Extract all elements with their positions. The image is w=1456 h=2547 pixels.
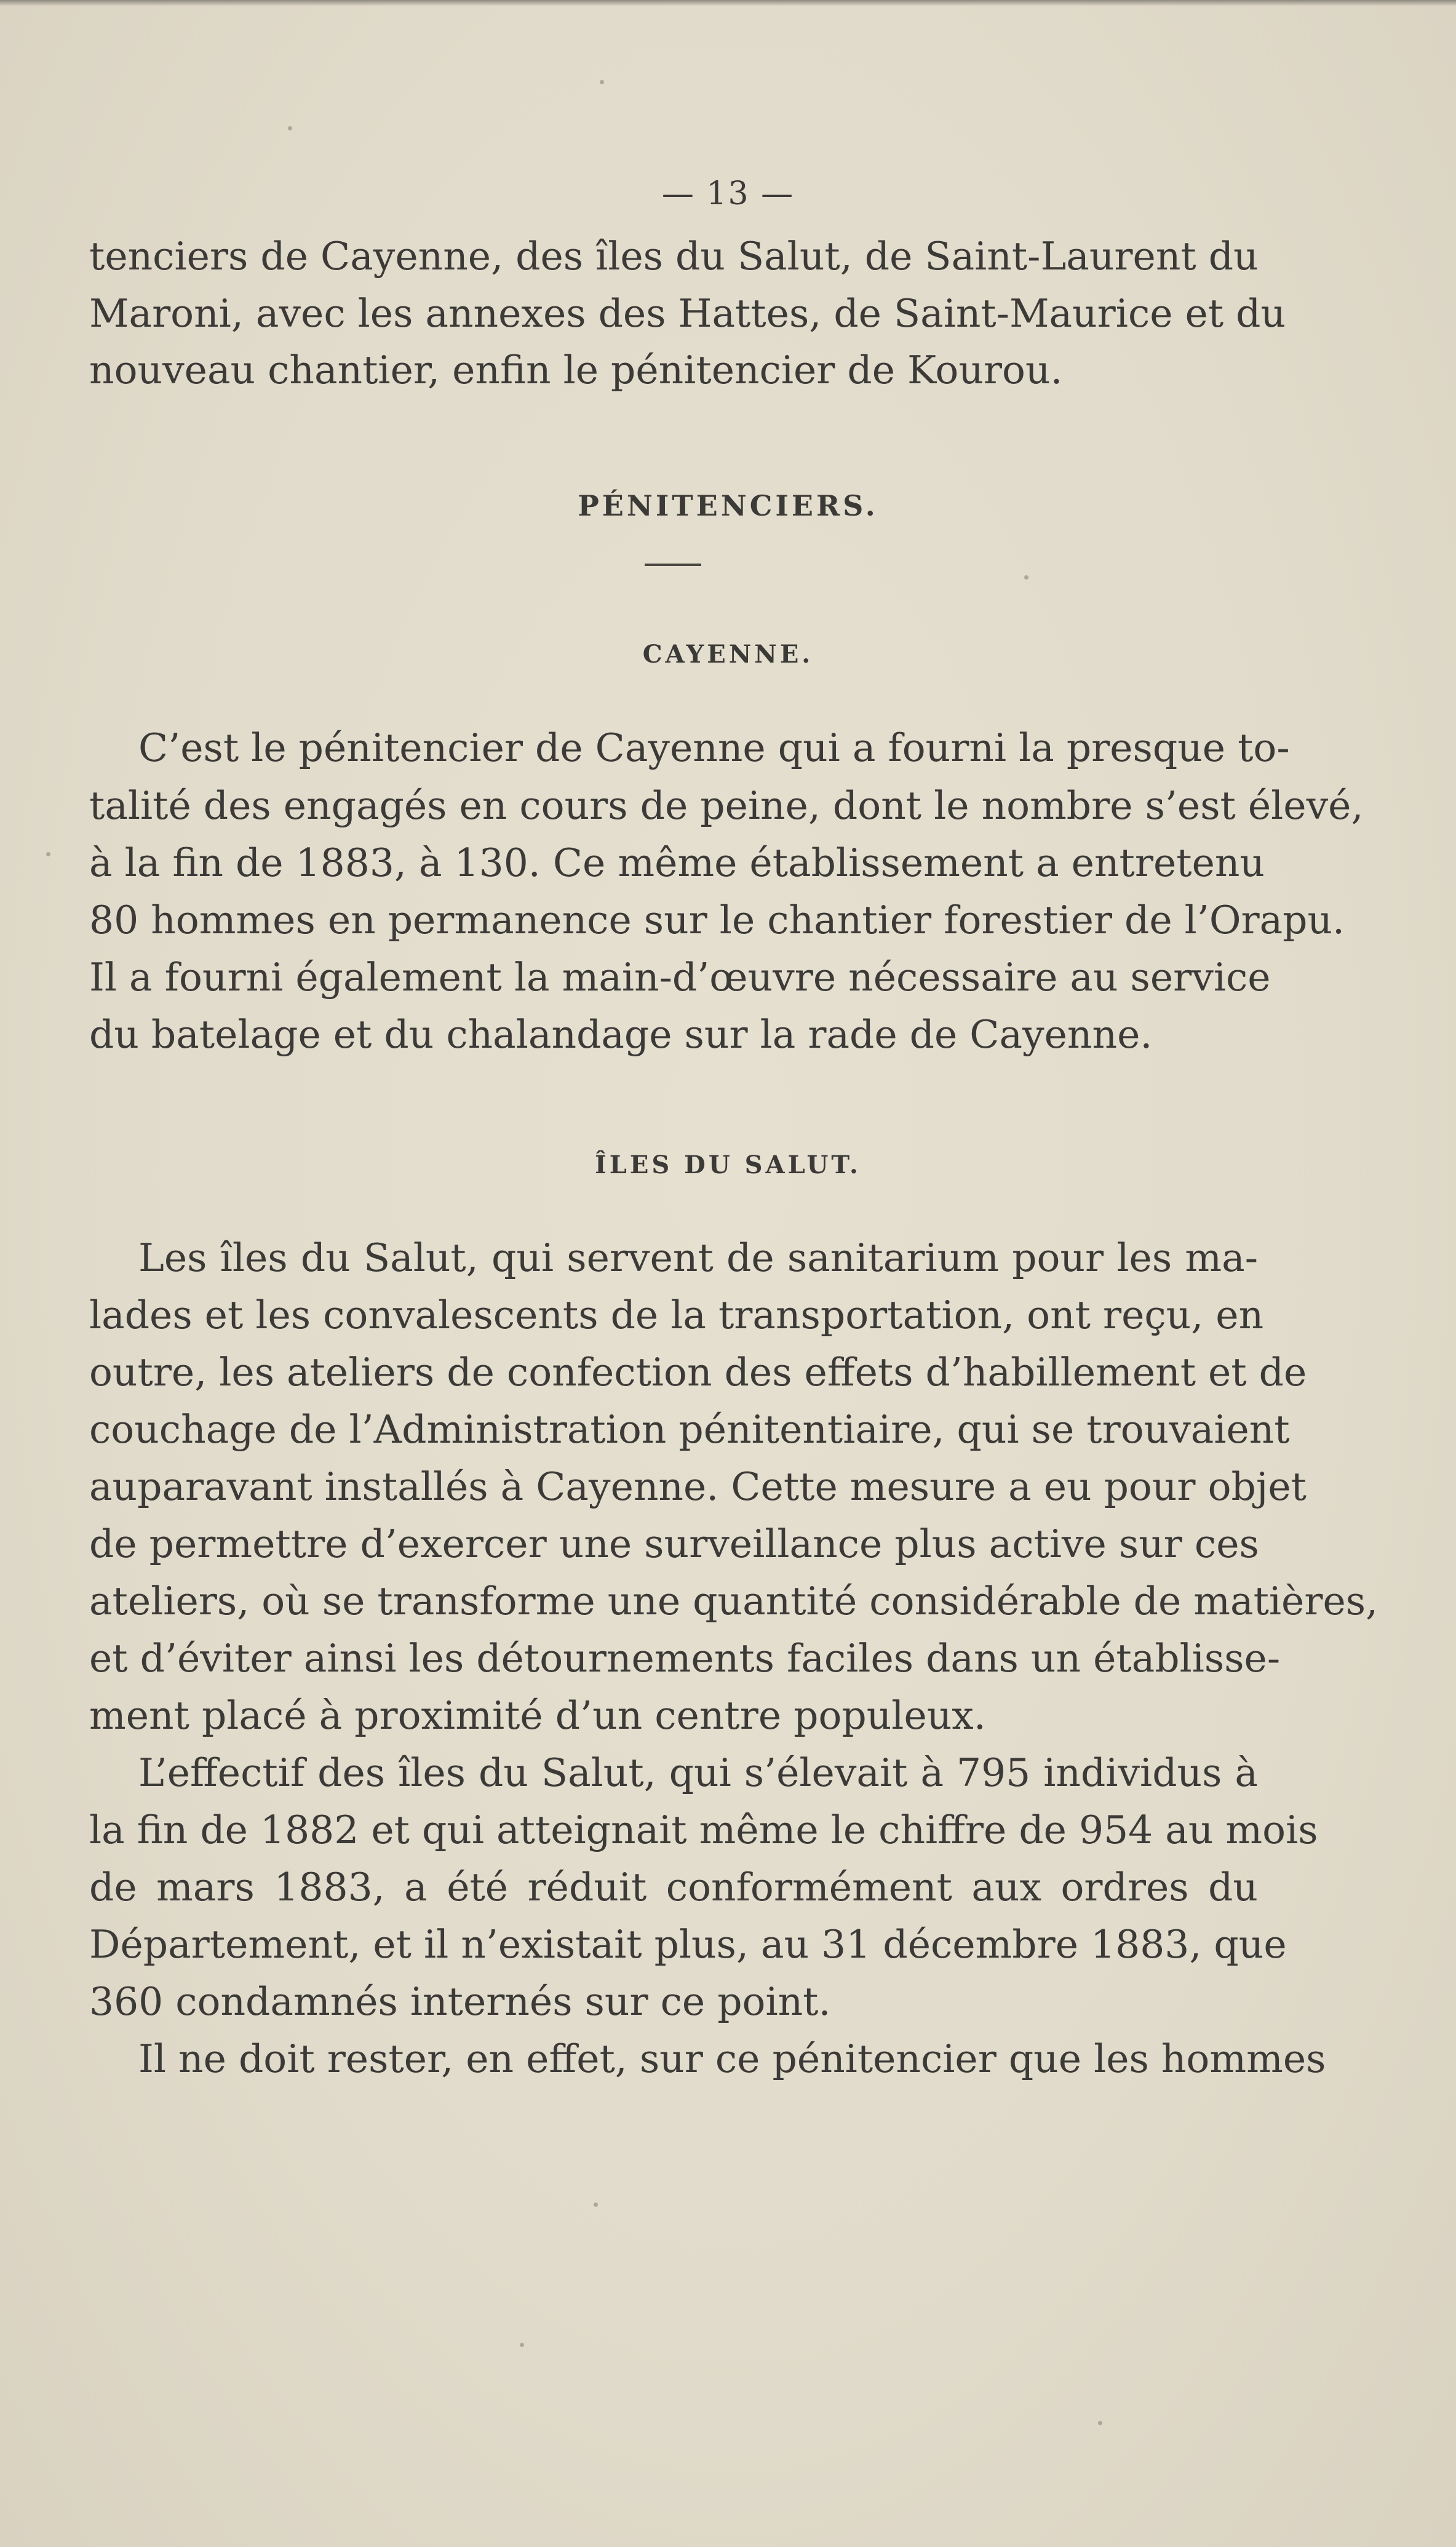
text-line: 80 hommes en permanence sur le chantier forestier de l’Orapu. — [89, 898, 1345, 943]
heading-rule — [645, 564, 701, 566]
text-line: couchage de l’Administration pénitentiaire, qui se trouvaient — [89, 1407, 1290, 1452]
text-line: Département, et il n’existait plus, au 31 décembre 1883, que — [89, 1922, 1287, 1967]
text-line: Il a fourni également la main-d’œuvre nécessaire au service — [89, 955, 1271, 1000]
paper-speck — [46, 852, 50, 856]
text-line: Les îles du Salut, qui servent de sanitarium pour les ma- — [138, 1235, 1258, 1280]
text-line: la fin de 1882 et qui atteignait même le chiffre de 954 au mois — [89, 1808, 1318, 1852]
text-line: talité des engagés en cours de peine, dont le nombre s’est élevé, — [89, 783, 1364, 828]
text-line: tenciers de Cayenne, des îles du Salut, de Saint-Laurent du — [89, 234, 1259, 279]
paper-speck — [600, 80, 604, 84]
text-line: et d’éviter ainsi les détournements faciles dans un établisse- — [89, 1636, 1281, 1681]
text-line: nouveau chantier, enfin le pénitencier de Kourou. — [89, 348, 1063, 393]
text-line: ateliers, où se transforme une quantité considérable de matières, — [89, 1579, 1378, 1624]
text-line: de permettre d’exercer une surveillance plus active sur ces — [89, 1521, 1259, 1566]
paper-speck — [594, 2202, 598, 2207]
text-line: C’est le pénitencier de Cayenne qui a fourni la presque to- — [138, 725, 1290, 770]
text-line: 360 condamnés internés sur ce point. — [89, 1979, 831, 2024]
text-line: Il ne doit rester, en effet, sur ce pénitencier que les hommes — [138, 2036, 1326, 2081]
text-line: lades et les convalescents de la transportation, ont reçu, en — [89, 1293, 1264, 1337]
text-line: de mars 1883, a été réduit conformément aux ordres du — [89, 1865, 1258, 1910]
subsection-heading-cayenne: CAYENNE. — [642, 640, 814, 669]
paper-speck — [1098, 2421, 1102, 2425]
paper-speck — [288, 126, 292, 130]
text-line: L’effectif des îles du Salut, qui s’élevait à 795 individus à — [138, 1750, 1258, 1795]
page-top-edge — [0, 0, 1456, 6]
subsection-heading-iles-du-salut: ÎLES DU SALUT. — [595, 1150, 861, 1179]
text-line: ment placé à proximité d’un centre populeux. — [89, 1693, 986, 1738]
text-line: à la fin de 1883, à 130. Ce même établissement a entretenu — [89, 840, 1265, 885]
paper-speck — [520, 2343, 524, 2347]
page-number: — 13 — — [661, 175, 795, 212]
paper-speck — [1024, 575, 1028, 580]
section-heading: PÉNITENCIERS. — [578, 489, 878, 522]
text-line: du batelage et du chalandage sur la rade de Cayenne. — [89, 1012, 1153, 1057]
text-line: auparavant installés à Cayenne. Cette mesure a eu pour objet — [89, 1464, 1307, 1509]
text-line: Maroni, avec les annexes des Hattes, de Saint-Maurice et du — [89, 291, 1286, 336]
text-line: outre, les ateliers de confection des effets d’habillement et de — [89, 1350, 1307, 1395]
